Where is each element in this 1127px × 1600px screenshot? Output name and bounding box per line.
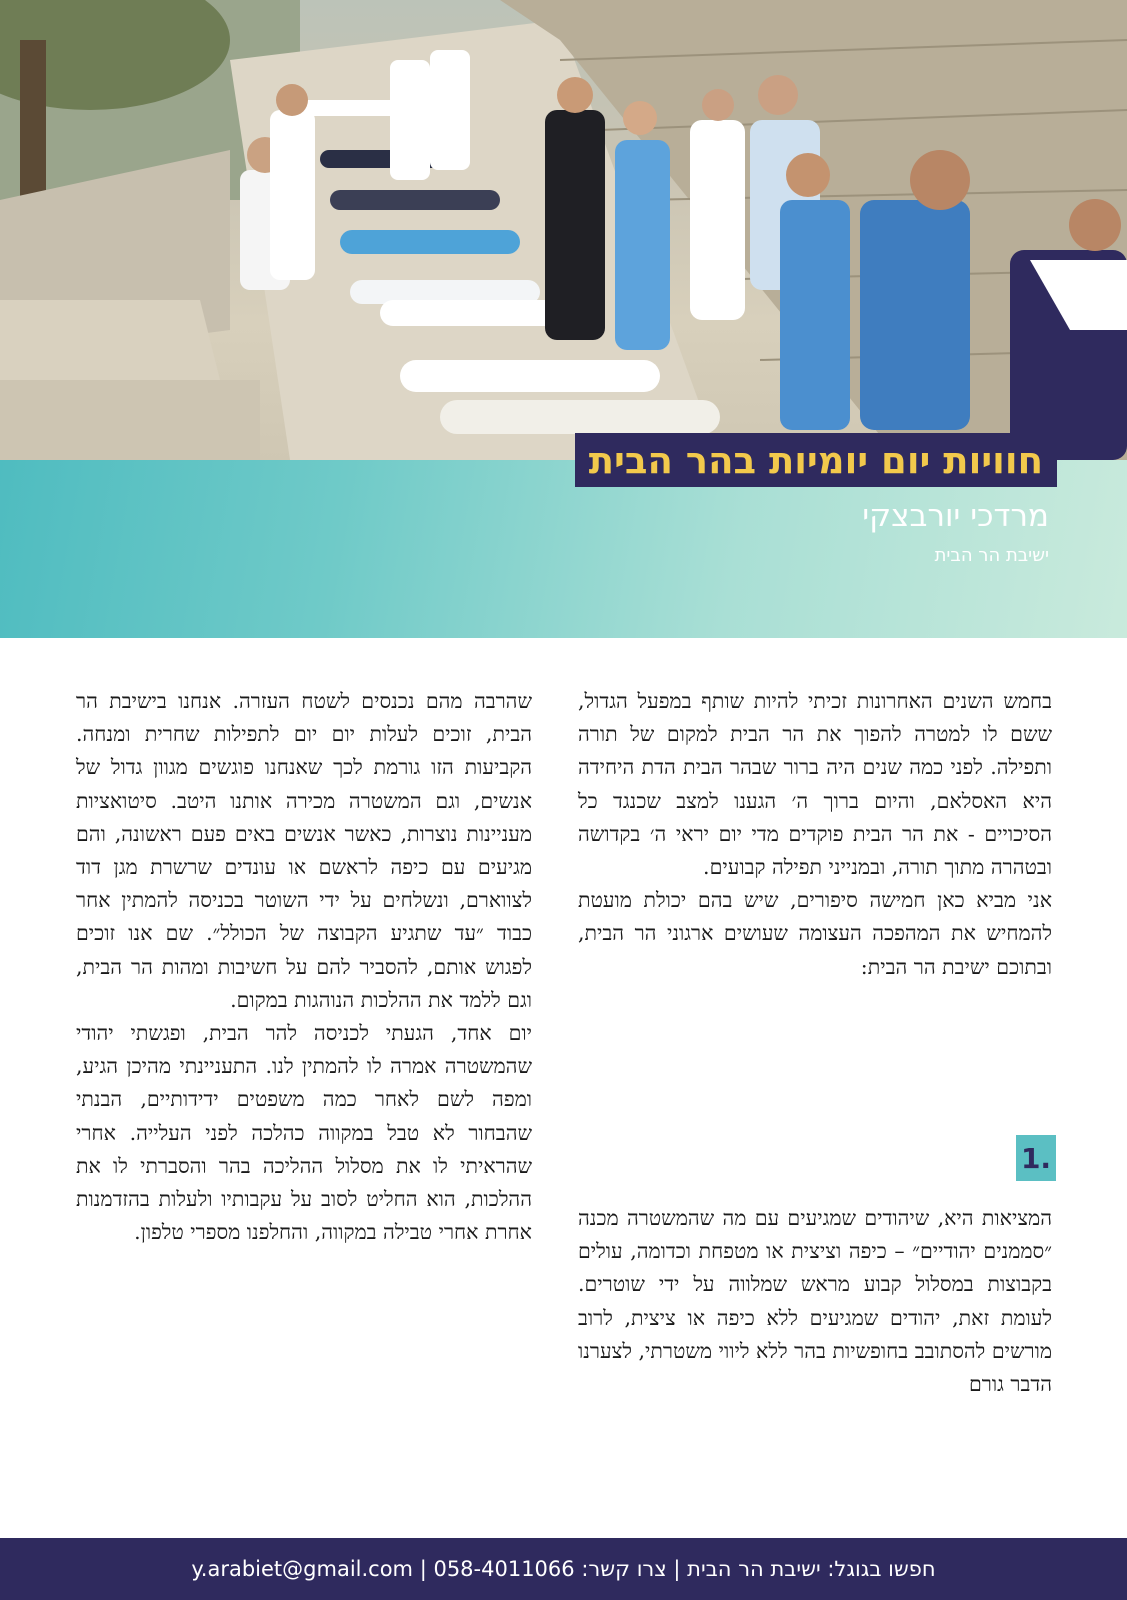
section-number-badge: 1. [1016, 1135, 1056, 1181]
paragraph: יום אחד, הגעתי לכניסה להר הבית, ופגשתי יהודי שהמשטרה אמרה לו להמתין לנו. התעניינתי מהיכן הגיע, ומפה לשם לאחר כמה משפטים ידידותיים, הבנתי שהבחור לא טבל במקווה כהלכה לפני העלייה. אחרי שהראיתי לו את מסלול ההליכה בהר והסברתי לו את ההלכות, הוא החליט לסוב על עקבותיו ולעלות בהזדמנות אחרת אחרי טבילה במקווה, והחלפנו מספרי טלפון. [76, 1021, 532, 1245]
paragraph: המציאות היא, שיהודים שמגיעים עם מה שהמשטרה מכנה ״סממנים יהודיים״ – כיפה וציצית או מטפחת וכדומה, עולים בקבוצות במסלול קבוע מראש שמלווה על ידי שוטרים. לעומת זאת, יהודים שמגיעים ללא כיפה או ציצית, לרוב מורשים להסתובב בחופשיות בהר ללא ליווי משטרתי, לצערנו הדבר גורם [578, 1206, 1052, 1397]
header-photo [0, 0, 1127, 460]
footer-contact: חפשו בגוגל: ישיבת הר הבית | צרו קשר: 058-4011066 | y.arabiet@gmail.com [191, 1557, 936, 1581]
left-column [76, 685, 532, 1249]
author-name: מרדכי יורבצקי [862, 498, 1049, 534]
right-column-section [578, 1202, 1052, 1401]
right-column [578, 685, 1052, 984]
footer-bar [0, 1538, 1127, 1600]
author-affiliation: ישיבת הר הבית [934, 545, 1049, 566]
paragraph: בחמש השנים האחרונות זכיתי להיות שותף במפעל הגדול, ששם לו למטרה להפוך את הר הבית למקום של תורה ותפילה. לפני כמה שנים היה ברור שבהר הבית הדת היחידה היא האסלאם, והיום ברוך ה׳ הגענו למצב שכנגד כל הסיכויים - את הר הבית פוקדים מדי יום יראי ה׳ בקדושה ובטהרה מתוך תורה, ובמנייני תפילה קבועים. [578, 689, 1052, 880]
temple-mount-prayer-photo [0, 0, 1127, 460]
paragraph: אני מביא כאן חמישה סיפורים, שיש בהם יכולת מועטת להמחיש את המהפכה העצומה שעושים ארגוני הר הבית, ובתוכם ישיבת הר הבית: [578, 888, 1052, 979]
paragraph: שהרבה מהם נכנסים לשטח העזרה. אנחנו בישיבת הר הבית, זוכים לעלות יום יום לתפילות שחרית ומנחה. הקביעות הזו גורמת לכך שאנחנו פוגשים מגוון גדול של אנשים, וגם המשטרה מכירה אותנו היטב. סיטואציות מעניינות נוצרות, כאשר אנשים באים פעם ראשונה, והם מגיעים עם כיפה לראשם או עונדים שרשרת מגן דוד לצווארם, ונשלחים על ידי השוטר בכניסה להמתין אחר כבוד ״עד שתגיע הקבוצה של הכולל״. שם אנו זוכים לפגוש אותם, להסביר להם על חשיבות ומהות הר הבית, וגם ללמד את ההלכות הנוהגות במקום. [76, 689, 532, 1012]
article-title-box [575, 433, 1057, 487]
article-title: חוויות יום יומיות בהר הבית [588, 438, 1043, 482]
